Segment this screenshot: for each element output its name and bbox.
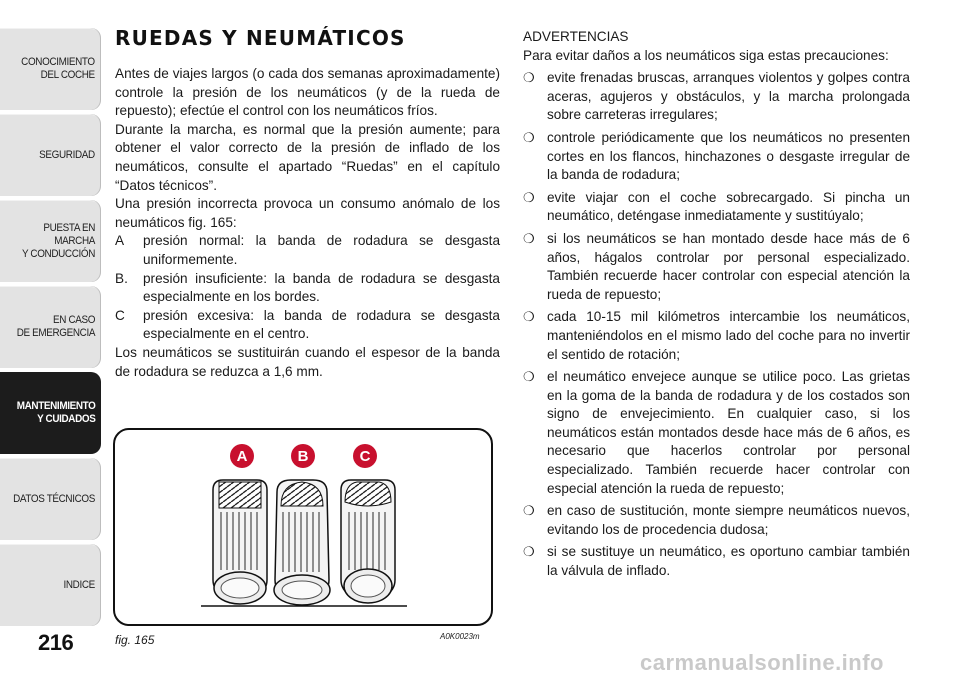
tire-a — [213, 480, 267, 604]
list-item — [523, 230, 910, 304]
bullet-text: el neumático envejece aunque se utilice poco. Las grietas en la goma de la banda de rodadura y de los costados son signo de envejecimiento. En cualquier caso, si los neumáticos están montados desde hace más de 6 años, es necesario que hacerlos controlar por personal especializado. También recuerde hacer controlar con especial atención la rueda de repuesto; — [547, 369, 910, 496]
tab-label: SEGURIDAD — [39, 148, 95, 161]
paragraph: Los neumáticos se sustituirán cuando el espesor de la banda de rodadura se reduzca a 1,6 mm. — [115, 344, 500, 379]
wear-list — [115, 232, 500, 344]
tab-label: MANTENIMIENTO Y CUIDADOS — [16, 400, 95, 425]
label-c — [353, 444, 377, 468]
figure-frame — [113, 428, 493, 626]
label-a — [230, 444, 254, 468]
tab-label: INDICE — [63, 578, 95, 591]
page-number: 216 — [38, 630, 74, 655]
list-item — [523, 543, 910, 580]
tab-en-caso-de-emergencia[interactable] — [0, 286, 101, 368]
item-key: B. — [115, 270, 128, 286]
label-b — [291, 444, 315, 468]
bullet-text: controle periódicamente que los neumáticos no presenten cortes en los flancos, hinchazones o desgaste irregular de la banda de rodadura; — [547, 129, 910, 183]
bullet-icon: ❍ — [523, 309, 535, 325]
figure-code: A0K0023m — [440, 632, 480, 641]
paragraph: Una presión incorrecta provoca un consumo anómalo de los neumáticos fig. 165: — [115, 196, 500, 230]
tab-label: CONOCIMIENTO DEL COCHE — [21, 56, 95, 81]
bullet-icon: ❍ — [523, 503, 535, 519]
bullet-text: si los neumáticos se han montado desde hace más de 6 años, hágalos controlar por personal especializado. También recuerde hacer controlar con especial atención la rueda de repuesto; — [547, 230, 910, 302]
tab-label: DATOS TÉCNICOS — [13, 492, 95, 505]
bullet-icon: ❍ — [523, 369, 535, 385]
warnings-list — [523, 69, 910, 580]
list-item — [523, 308, 910, 364]
paragraph: Antes de viajes largos (o cada dos semanas aproximadamente) controle la presión de los neumáticos (y de la rueda de repuesto); efectúe el control con los neumáticos fríos. — [115, 66, 500, 119]
list-item — [523, 189, 910, 226]
tire-b — [274, 480, 330, 605]
bullet-icon: ❍ — [523, 129, 535, 145]
warnings-intro: Para evitar daños a los neumáticos siga estas precauciones: — [523, 47, 889, 63]
tab-mantenimiento-y-cuidados[interactable] — [0, 372, 101, 454]
list-item — [523, 368, 910, 498]
list-item — [523, 69, 910, 125]
bullet-text: cada 10-15 mil kilómetros intercambie los neumáticos, manteniéndolos en el mismo lado del coche para no invertir el sentido de rotación; — [547, 309, 910, 362]
bullet-text: en caso de sustitución, monte siempre neumáticos nuevos, evitando los de procedencia dudosa; — [547, 503, 910, 537]
tire-wear-illustration — [115, 430, 491, 624]
bullet-text: evite viajar con el coche sobrecargado. Si pincha un neumático, deténgase inmediatamente y sustitúyalo; — [547, 189, 910, 224]
bullet-text: evite frenadas bruscas, arranques violentos y golpes contra aceras, agujeros y obstáculos, y la marcha prolongada sobre carreteras irregulares; — [547, 70, 910, 123]
list-item — [523, 129, 910, 185]
tab-label: PUESTA EN MARCHA Y CONDUCCIÓN — [21, 221, 96, 260]
tab-indice[interactable] — [0, 544, 101, 626]
paragraph: Durante la marcha, es normal que la presión aumente; para obtener el valor correcto de la presión de inflado de los neumáticos, consulte el apartado “Ruedas” en el capítulo “Datos técnicos”. — [115, 121, 500, 193]
item-key: A — [115, 233, 125, 249]
item-text: presión excesiva: la banda de rodadura se desgasta especialmente en el centro. — [143, 307, 500, 342]
bullet-text: si se sustituye un neumático, es oportuno cambiar también la válvula de inflado. — [547, 544, 910, 579]
bullet-icon: ❍ — [523, 230, 535, 246]
svg-text:A: A — [236, 448, 248, 465]
bullet-icon: ❍ — [523, 189, 535, 205]
tab-seguridad[interactable] — [0, 114, 101, 196]
tab-conocimiento-del-coche[interactable] — [0, 28, 101, 110]
section-title: RUEDAS Y NEUMÁTICOS — [115, 26, 406, 50]
list-item — [115, 307, 500, 344]
warnings-heading: ADVERTENCIAS — [523, 29, 629, 44]
right-column — [523, 28, 910, 581]
tab-puesta-en-marcha[interactable] — [0, 200, 101, 282]
svg-text:C: C — [359, 448, 371, 465]
tab-label: EN CASO DE EMERGENCIA — [16, 314, 95, 339]
bullet-icon: ❍ — [523, 70, 535, 86]
tire-c — [341, 480, 395, 603]
watermark: carmanualsonline.info — [640, 650, 884, 675]
list-item — [115, 270, 500, 307]
item-text: presión normal: la banda de rodadura se desgasta uniformemente. — [143, 233, 500, 267]
tab-datos-tecnicos[interactable] — [0, 458, 101, 540]
svg-text:B: B — [297, 448, 309, 465]
list-item — [523, 502, 910, 539]
left-column — [115, 65, 500, 381]
list-item — [115, 232, 500, 269]
item-key: C — [115, 307, 125, 323]
figure-caption: fig. 165 — [115, 633, 155, 647]
bullet-icon: ❍ — [523, 544, 535, 560]
item-text: presión insuficiente: la banda de rodadura se desgasta especialmente en los bordes. — [143, 270, 500, 305]
